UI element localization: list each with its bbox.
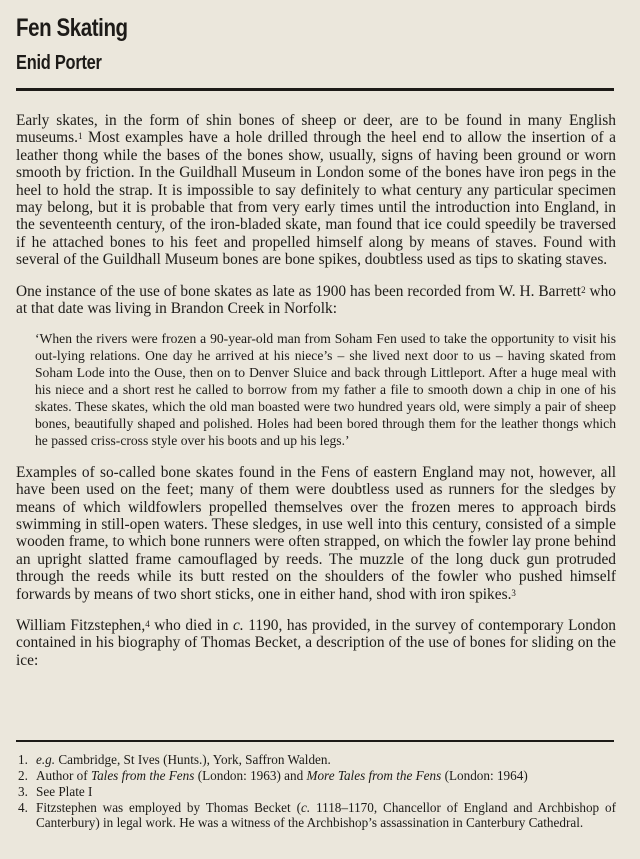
paragraph-3: Examples of so-called bone skates found in the Fens of eastern England may not, however, all have been used on the feet; many of them were doubtless used as runners for the sledges by means of which wildfowlers propelled themselves over the frozen meres to approach birds swimming in still-open waters. These sledges, in use well into this century, consisted of a simple wooden frame, to which bone runners were often strapped, on which the fowler lay prone behind an upright slatted frame camouflaged by reeds. The muzzle of the long duck gun protruded through the reeds while its butt rested on the shoulders of the fowler who pushed himself forwards by means of two short sticks, one in either hand, shod with iron spikes.$^3$ — [16, 463, 616, 603]
footnote-ref-2[interactable]: 2 — [581, 284, 586, 295]
footnote-ref-4[interactable]: 4 — [145, 619, 150, 630]
paragraph-2: One instance of the use of bone skates as late as 1900 has been recorded from W. H. Barrett$^2$ who at that date was living in Brandon Creek in Norfolk: — [16, 282, 616, 318]
footnote-rule — [16, 740, 614, 742]
footnote-3: 3. See Plate I — [18, 784, 93, 799]
paragraph-4: William Fitzstephen,$^4$ who died in c. 1190, has provided, in the survey of contemporary London contained in his biography of Thomas Becket, a description of the use of bones for sliding on the ice: — [16, 617, 616, 669]
footnote-1: 1. e.g. Cambridge, St Ives (Hunts.), York, Saffron Walden. — [18, 752, 331, 767]
paragraph-1: Early skates, in the form of shin bones of sheep or deer, are to be found in many English museums.$^1$ Most examples have a hole drilled through the heel end to allow the insertion of a leather thong while the bases of the bones show, usually, signs of having been ground or worn smooth by friction. In the Guildhall Museum in London some of the bones have iron pegs in the heel to hold the strap. It is impossible to say definitely to what century any particular specimen may belong, but it is probable that from very early times until the introduction into England, in the seventeenth century, of the iron-bladed skate, man found that ice could speedily be traversed if he attached bones to his feet and propelled himself along by means of staves. Found with several of the Guildhall Museum bones are bone spikes, doubtless used as tips to skating staves. — [16, 112, 616, 269]
block-quote: ‘When the rivers were frozen a 90-year-old man from Soham Fen used to take the opportunity to visit his out-lying relations. One day he arrived at his niece’s – she lived next door to us – having skated from Soham Lode into the Ouse, then on to Denver Sluice and back through Littleport. After a huge meal with his niece and a short rest he called to borrow from my father a file to smooth down a chip in one of his skates. These skates, which the old man boasted were two hundred years old, were simply a pair of sheep bones, beautifully shaped and polished. Holes had been bored through them for the leather thongs which he passed criss-cross style over his boots and up his legs.’ — [35, 331, 616, 448]
article-body — [16, 112, 616, 683]
footnotes — [18, 752, 616, 831]
footnote-ref-3[interactable]: 3 — [511, 587, 516, 598]
author-name: Enid Porter — [16, 52, 102, 74]
footnote-4: 4. Fitzstephen was employed by Thomas Becket (c. 1118–1170, Chancellor of England and Archbishop of Canterbury) in legal work. He was a witness of the Archbishop’s assassination in Canterbury Cathedral. — [18, 800, 616, 830]
page-title: Fen Skating — [16, 14, 128, 42]
footnote-ref-1[interactable]: 1 — [78, 131, 83, 142]
title-rule — [16, 88, 614, 91]
footnote-2: 2. Author of Tales from the Fens (London: 1963) and More Tales from the Fens (London: 1964) — [18, 768, 528, 783]
